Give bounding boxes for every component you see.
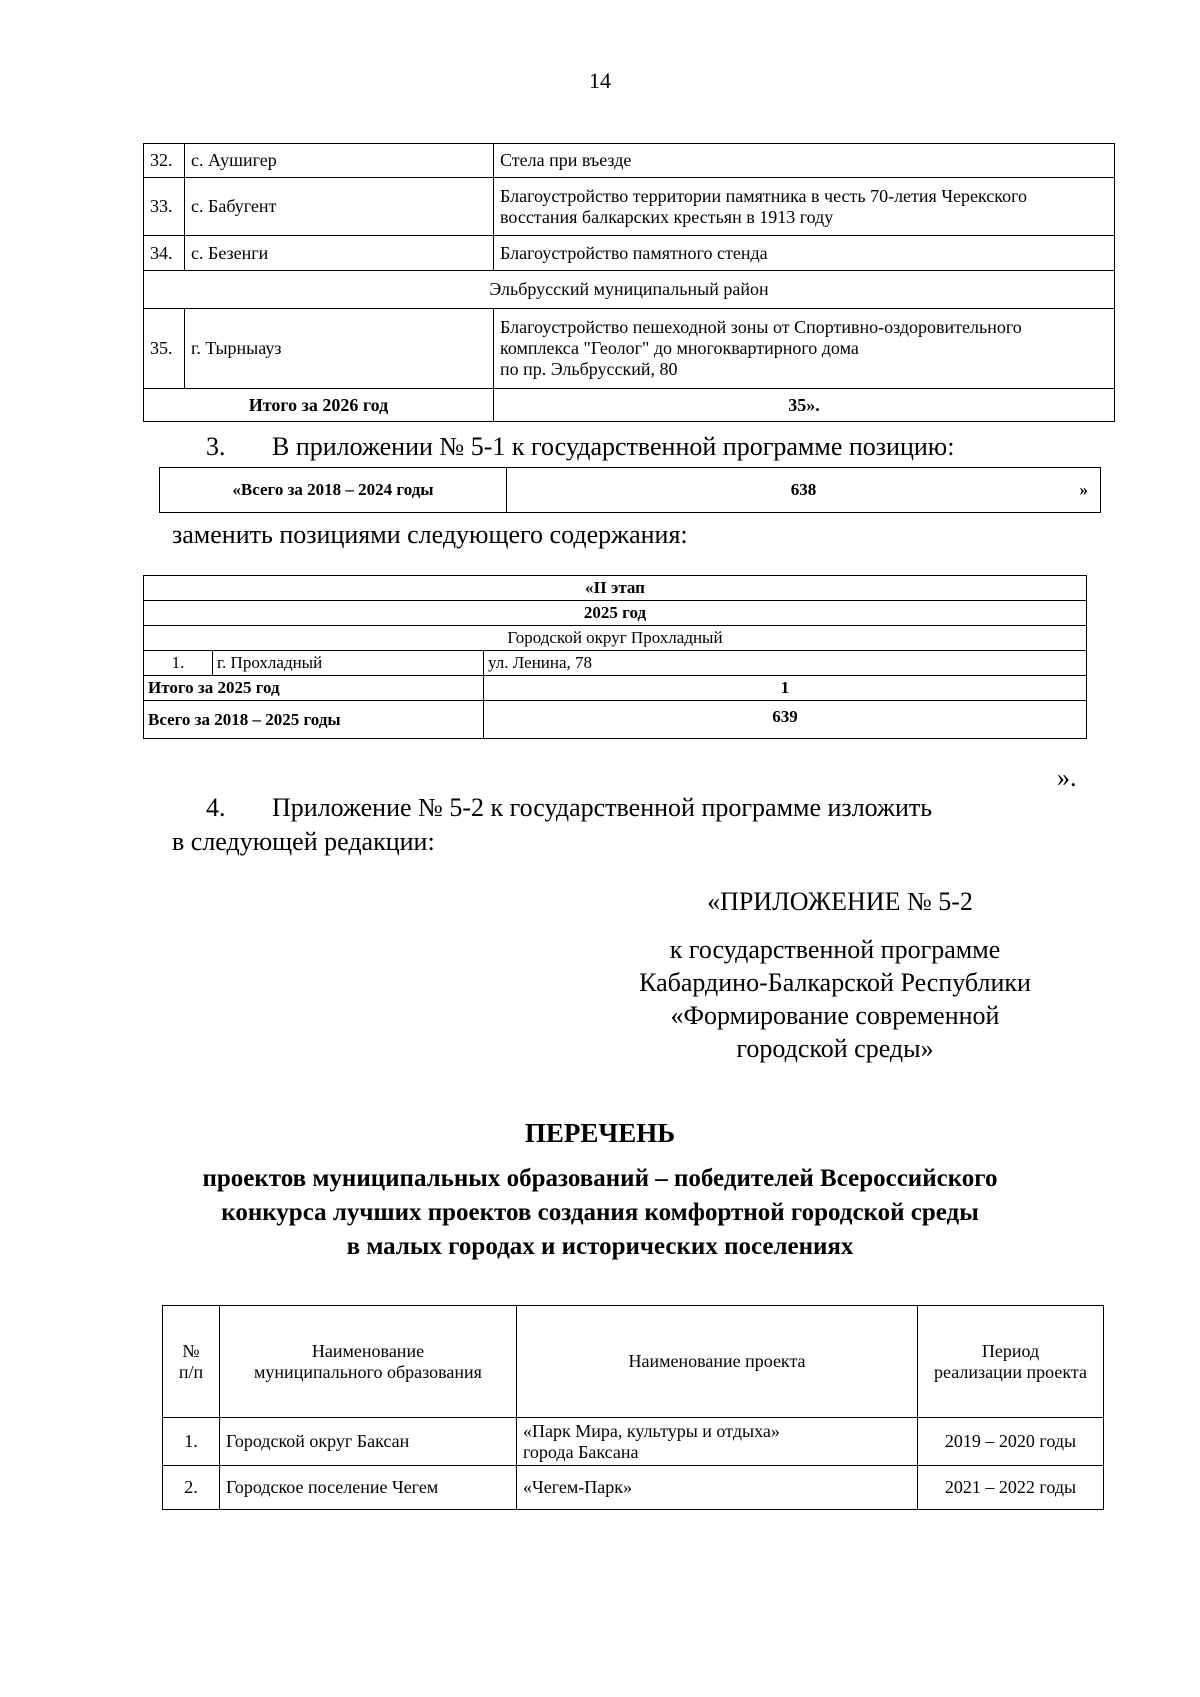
replace-text: заменить позициями следующего содержания: [172,520,688,549]
header-text: Наименование [311,1340,425,1361]
total-value: 35». [494,389,1115,422]
table-row [163,1466,1104,1510]
header-text: муниципального образования [254,1361,482,1382]
project-name: «Чегем-Парк» [517,1466,918,1510]
project-line: по пр. Эльбрусский, 80 [500,359,678,379]
period: 2021 – 2022 годы [918,1466,1104,1510]
appendix-line: городской среды» [736,1034,934,1063]
position-value [507,468,1101,513]
close-quote: » [1079,480,1088,499]
project-line: комплекса "Геолог" до многоквартирного дома [500,338,859,358]
table-row [144,144,1115,178]
table-row [144,309,1115,389]
settlement-name: с. Бабугент [185,178,494,236]
total-label: Итого за 2025 год [144,676,484,701]
settlement-name: с. Безенги [185,236,494,271]
settlement-name: г. Тырныауз [185,309,494,389]
district-row [144,626,1087,651]
stage-label: «II этап [144,576,1087,601]
stage-ii-table [143,575,1087,739]
project-line: Благоустройство пешеходной зоны от Спортивно-оздоровительного [500,317,1022,337]
project-name: Стела при въезде [494,144,1115,178]
page-number: 14 [589,68,611,93]
header-text: Период [981,1340,1040,1361]
appendix-line: «Формирование современной [670,1001,1000,1030]
close-quote: ». [1057,763,1077,792]
project-line: Благоустройство территории памятника в честь 70-летия Черекского [500,185,1028,206]
stage-row [144,576,1087,601]
settlement-name: г. Прохладный [213,651,484,676]
replaced-position-table [159,467,1101,513]
projects-2026-table [143,143,1115,422]
position-number: 638 [790,480,817,499]
project-name [494,178,1115,236]
row-number: 32. [144,144,185,178]
row-number: 34. [144,236,185,271]
project-header: Наименование проекта [517,1306,918,1418]
district-name: Эльбрусский муниципальный район [144,271,1115,309]
table-row [144,236,1115,271]
position-label: «Всего за 2018 – 2024 годы [160,468,507,513]
header-text: № [182,1340,200,1361]
period: 2019 – 2020 годы [918,1418,1104,1466]
project-name: Благоустройство памятного стенда [494,236,1115,271]
table-row [144,178,1115,236]
project-line: восстания балкарских крестьян в 1913 году [500,206,834,227]
municipality-name: Городское поселение Чегем [220,1466,517,1510]
grand-total-label: Всего за 2018 – 2025 годы [144,701,484,739]
total-label: Итого за 2026 год [144,389,494,422]
item-text: в следующей редакции: [172,827,435,856]
row-number: 1. [144,651,213,676]
year-row [144,601,1087,626]
header-text: п/п [178,1361,204,1382]
item-text: В приложении № 5-1 к государственной программе позицию: [272,432,955,461]
appendix-title: «ПРИЛОЖЕНИЕ № 5-2 [707,887,973,916]
municipality-header [220,1306,517,1418]
total-row [144,676,1087,701]
period-header [918,1306,1104,1418]
row-number: 33. [144,178,185,236]
district-row [144,271,1115,309]
number-header [163,1306,220,1418]
item-text: Приложение № 5-2 к государственной программе изложить [272,793,933,822]
municipality-name: Городской округ Баксан [220,1418,517,1466]
year-label: 2025 год [144,601,1087,626]
row-number: 1. [163,1418,220,1466]
address: ул. Ленина, 78 [484,651,1087,676]
header-row [163,1306,1104,1418]
settlement-name: с. Аушигер [185,144,494,178]
grand-total-value: 639 [484,701,1087,739]
item-number: 3. [206,432,226,461]
district-name: Городской округ Прохладный [144,626,1087,651]
table-row [160,468,1101,513]
item-number: 4. [206,793,226,822]
header-text: реализации проекта [934,1361,1087,1382]
total-value: 1 [484,676,1087,701]
appendix-line: Кабардино-Балкарской Республики [639,968,1031,997]
project-name [494,309,1115,389]
table-row [163,1418,1104,1466]
project-line: «Парк Мира, культуры и отдыха» [523,1420,780,1441]
total-row [144,389,1115,422]
list-subtitle: проектов муниципальных образований – победителей Всероссийского [202,1165,998,1192]
winners-table [162,1305,1104,1510]
row-number: 2. [163,1466,220,1510]
appendix-line: к государственной программе [669,935,1001,964]
list-title: ПЕРЕЧЕНЬ [524,1118,676,1148]
project-name [517,1418,918,1466]
table-row [144,651,1087,676]
grand-total-row [144,701,1087,739]
list-subtitle: в малых городах и исторических поселениях [346,1233,854,1260]
list-subtitle: конкурса лучших проектов создания комфортной городской среды [221,1199,979,1226]
project-line: города Баксана [523,1441,639,1462]
row-number: 35. [144,309,185,389]
